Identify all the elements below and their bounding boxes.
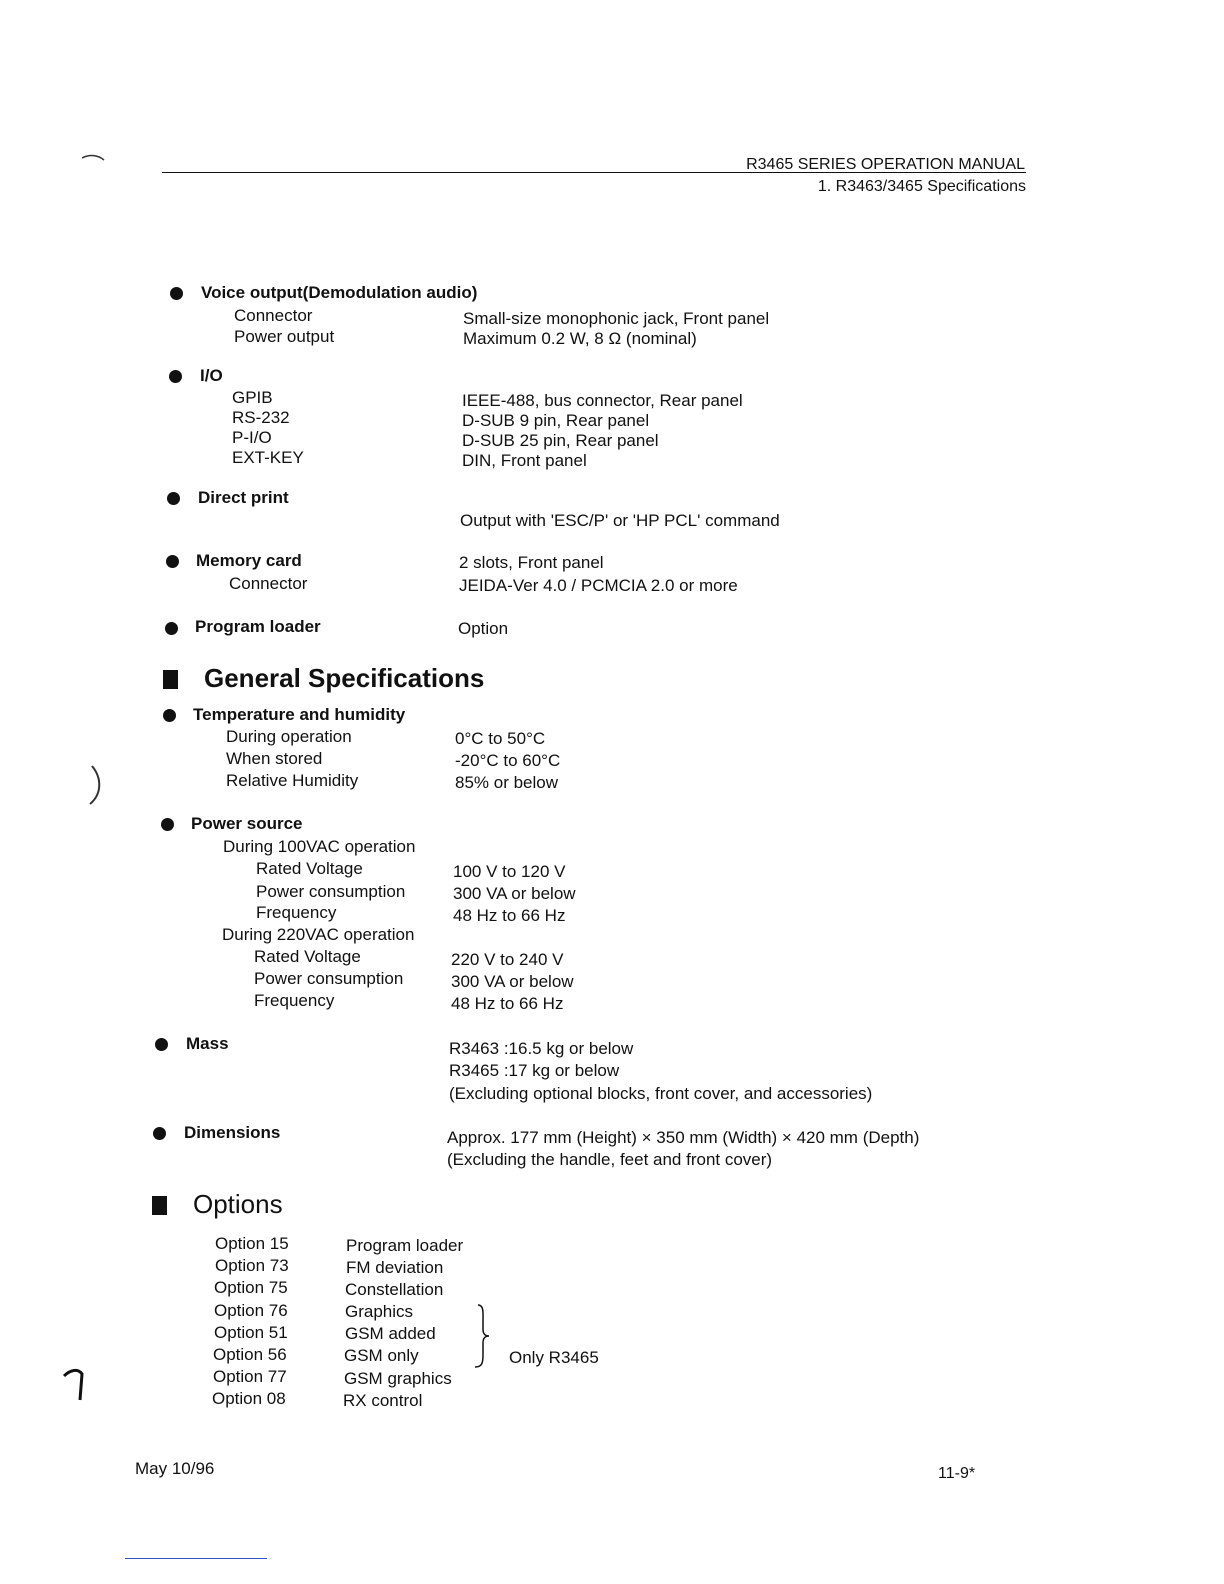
bullet-icon xyxy=(167,492,180,505)
spec-value: IEEE-488, bus connector, Rear panel xyxy=(462,391,743,410)
temperature-heading: Temperature and humidity xyxy=(193,705,406,724)
spec-value: 2 slots, Front panel xyxy=(459,553,604,572)
bullet-icon xyxy=(163,709,176,722)
only-r3465-note: Only R3465 xyxy=(509,1348,599,1367)
option-label: Option 08 xyxy=(212,1389,286,1408)
scan-mark-icon xyxy=(82,760,112,810)
bullet-icon xyxy=(155,1038,168,1051)
section-title: 1. R3463/3465 Specifications xyxy=(817,178,1026,195)
spec-label: EXT-KEY xyxy=(232,448,304,467)
option-value: GSM graphics xyxy=(344,1369,452,1388)
direct-print-heading: Direct print xyxy=(198,488,289,507)
footer-page-number: 11-9* xyxy=(938,1465,976,1482)
spec-label: Connector xyxy=(234,306,313,325)
option-value: RX control xyxy=(343,1391,423,1410)
spec-label: GPIB xyxy=(232,388,273,407)
voice-output-heading: Voice output(Demodulation audio) xyxy=(201,283,478,302)
spec-value: DIN, Front panel xyxy=(462,451,587,470)
spec-value: Small-size monophonic jack, Front panel xyxy=(463,309,770,328)
footer-link-line xyxy=(125,1558,267,1559)
spec-value: 48 Hz to 66 Hz xyxy=(453,906,566,925)
scan-mark-icon xyxy=(80,150,120,190)
spec-value: D-SUB 9 pin, Rear panel xyxy=(462,411,650,430)
bullet-icon xyxy=(169,370,182,383)
section-square-icon xyxy=(152,1196,167,1215)
spec-label: Rated Voltage xyxy=(254,947,361,966)
spec-label: Frequency xyxy=(256,903,337,922)
option-label: Option 51 xyxy=(214,1323,288,1342)
spec-value: (Excluding optional blocks, front cover, and accessories) xyxy=(449,1084,873,1103)
bullet-icon xyxy=(161,818,174,831)
manual-title: R3465 SERIES OPERATION MANUAL xyxy=(746,156,1025,173)
dimensions-heading: Dimensions xyxy=(184,1123,281,1142)
spec-value: R3465 :17 kg or below xyxy=(449,1061,620,1080)
spec-label: During operation xyxy=(226,727,352,746)
option-value: Graphics xyxy=(345,1302,414,1321)
option-value: GSM added xyxy=(345,1324,436,1343)
memory-card-heading: Memory card xyxy=(196,551,302,570)
spec-value: R3463 :16.5 kg or below xyxy=(449,1039,634,1058)
spec-label: Power consumption xyxy=(256,882,406,901)
spec-value: 300 VA or below xyxy=(453,884,576,903)
spec-value: Maximum 0.2 W, 8 Ω (nominal) xyxy=(463,329,697,348)
spec-value: D-SUB 25 pin, Rear panel xyxy=(462,431,659,450)
option-label: Option 56 xyxy=(213,1345,287,1364)
spec-value: Output with 'ESC/P' or 'HP PCL' command xyxy=(460,511,780,530)
spec-value: 220 V to 240 V xyxy=(451,950,564,969)
option-label: Option 15 xyxy=(215,1234,289,1253)
mass-heading: Mass xyxy=(186,1034,229,1053)
option-value: FM deviation xyxy=(346,1258,444,1277)
section-square-icon xyxy=(163,670,178,689)
io-heading: I/O xyxy=(200,366,223,385)
spec-label: P-I/O xyxy=(232,428,272,447)
spec-value: 48 Hz to 66 Hz xyxy=(451,994,564,1013)
option-label: Option 75 xyxy=(214,1278,288,1297)
general-specifications-heading: General Specifications xyxy=(204,663,485,693)
bullet-icon xyxy=(153,1127,166,1140)
spec-label: RS-232 xyxy=(232,408,290,427)
option-label: Option 76 xyxy=(214,1301,288,1320)
spec-value: Approx. 177 mm (Height) × 350 mm (Width) × 420 mm (Depth) xyxy=(447,1128,920,1147)
spec-value: 300 VA or below xyxy=(451,972,574,991)
spec-value: (Excluding the handle, feet and front cover) xyxy=(447,1150,773,1169)
spec-label: Rated Voltage xyxy=(256,859,363,878)
spec-value: 0°C to 50°C xyxy=(455,729,546,748)
option-label: Option 77 xyxy=(213,1367,287,1386)
scan-mark-icon xyxy=(60,1362,90,1412)
spec-value: -20°C to 60°C xyxy=(455,751,561,770)
spec-label: Relative Humidity xyxy=(226,771,359,790)
option-label: Option 73 xyxy=(215,1256,289,1275)
spec-value: Option xyxy=(458,619,509,638)
bullet-icon xyxy=(170,287,183,300)
spec-value: 85% or below xyxy=(455,773,559,792)
spec-label: Connector xyxy=(229,574,308,593)
brace-icon xyxy=(470,1303,492,1369)
spec-label: Frequency xyxy=(254,991,335,1010)
power-mode-label: During 100VAC operation xyxy=(223,837,416,856)
spec-label: When stored xyxy=(226,749,323,768)
spec-label: Power consumption xyxy=(254,969,404,988)
bullet-icon xyxy=(166,555,179,568)
power-source-heading: Power source xyxy=(191,814,303,833)
bullet-icon xyxy=(165,622,178,635)
footer-date: May 10/96 xyxy=(135,1459,215,1478)
spec-value: JEIDA-Ver 4.0 / PCMCIA 2.0 or more xyxy=(459,576,738,595)
spec-value: 100 V to 120 V xyxy=(453,862,566,881)
option-value: GSM only xyxy=(344,1346,419,1365)
option-value: Constellation xyxy=(345,1280,444,1299)
option-value: Program loader xyxy=(346,1236,464,1255)
power-mode-label: During 220VAC operation xyxy=(222,925,415,944)
program-loader-heading: Program loader xyxy=(195,617,321,636)
options-heading: Options xyxy=(193,1189,283,1219)
spec-label: Power output xyxy=(234,327,335,346)
